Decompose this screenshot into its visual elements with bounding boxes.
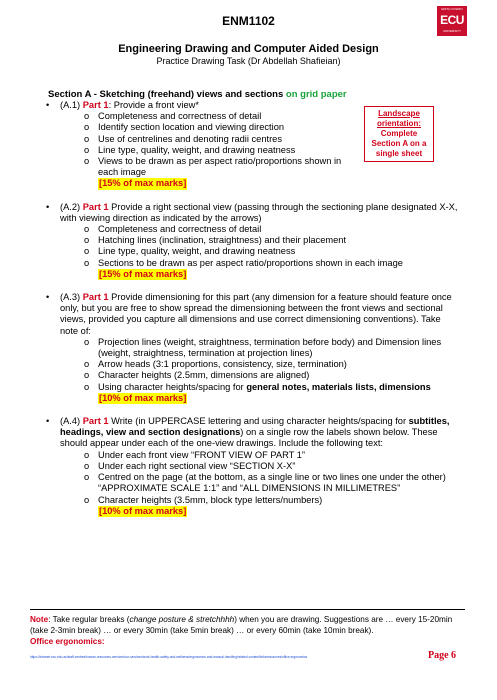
note-line-2: orientation: xyxy=(377,119,421,128)
circle-bullet-icon: o xyxy=(84,246,90,257)
ergonomics-link[interactable]: https://intranet.ecu.edu.au/staff-centres/human-resources-services/our-services/work-health-safety-and-wellness/ergonomics-and-manual-handling/related-content/links/resources/office-ergonomics xyxy=(30,655,308,659)
page-number: Page 6 xyxy=(428,650,457,661)
sub-item: o Completeness and correctness of detail xyxy=(84,224,262,235)
sub-item: o Identify section location and viewing direction xyxy=(84,122,285,133)
sub-item: o Hatching lines (inclination, straightness) and their placement xyxy=(84,235,347,246)
sub-item: o Character heights (2.5mm, dimensions are aligned) xyxy=(84,370,310,381)
sub-item: o Centred on the page (at the bottom, as a single line or two lines one under the other) “APPROXIMATE SCALE 1:1” and “ALL DIMENSIONS IN MILLIMETRES” xyxy=(84,472,446,494)
marks-badge: [15% of max marks] xyxy=(99,268,187,279)
circle-bullet-icon: o xyxy=(84,381,90,392)
sub-item: o Use of centrelines and denoting radii centres xyxy=(84,133,282,144)
logo-text: ECU xyxy=(440,13,464,27)
note-line-5: single sheet xyxy=(375,149,423,158)
logo-bottom-text: UNIVERSITY xyxy=(442,29,461,33)
circle-bullet-icon: o xyxy=(84,224,90,235)
document-title: Engineering Drawing and Computer Aided Design xyxy=(118,43,379,55)
sub-item: o Views to be drawn as per aspect ratio/proportions shown in each image xyxy=(84,156,342,178)
marks-badge: [10% of max marks] xyxy=(99,505,187,516)
sub-item: o Under each front view “FRONT VIEW OF PART 1” xyxy=(84,449,305,460)
circle-bullet-icon: o xyxy=(84,122,90,133)
circle-bullet-icon: o xyxy=(84,336,90,347)
task-item-a4 xyxy=(46,416,460,517)
circle-bullet-icon: o xyxy=(84,370,90,381)
circle-bullet-icon: o xyxy=(84,460,90,471)
circle-bullet-icon: o xyxy=(84,472,90,483)
circle-bullet-icon: o xyxy=(84,156,90,167)
task-item-a1 xyxy=(46,100,360,190)
bullet-icon: • xyxy=(46,416,50,427)
ergonomics-label: Office ergonomics: xyxy=(30,637,105,646)
circle-bullet-icon: o xyxy=(84,359,90,370)
note-label: Note xyxy=(30,615,49,624)
footer-note: Note: Take regular breaks (change posture & stretchhhh) when you are drawing. Suggestions are … every 15-20min (take 2-3min break) … or every 30min (take 5min break) … or every 60min (take 10min break). Office ergonomics: xyxy=(30,614,455,647)
section-heading-main: Section A - Sketching (freehand) views and sections xyxy=(48,89,286,100)
course-code: ENM1102 xyxy=(222,14,275,28)
circle-bullet-icon: o xyxy=(84,449,90,460)
document-subtitle: Practice Drawing Task (Dr Abdellah Shafieian) xyxy=(156,56,341,66)
circle-bullet-icon: o xyxy=(84,133,90,144)
footer-divider xyxy=(30,609,465,610)
note-line-3: Complete xyxy=(380,129,418,138)
task-item-a2 xyxy=(46,201,460,280)
marks-badge: [10% of max marks] xyxy=(99,392,187,403)
circle-bullet-icon: o xyxy=(84,111,90,122)
sub-item: o Arrow heads (3:1 proportions, consistency, size, termination) xyxy=(84,359,347,370)
sub-item: o Projection lines (weight, straightness, termination before body) and Dimension lines (weight, straightness, termination at projection lines) xyxy=(84,336,442,359)
sub-item: o Character heights (3.5mm, block type letters/numbers) xyxy=(84,494,323,505)
note-line-4: Section A on a xyxy=(371,139,427,148)
sub-item: o Using character heights/spacing for general notes, materials lists, dimensions xyxy=(84,381,431,392)
bullet-icon: • xyxy=(46,201,50,212)
sub-item: o Line type, quality, weight, and drawing neatness xyxy=(84,144,296,155)
sub-item: o Line type, quality, weight, and drawing neatness xyxy=(84,246,296,257)
logo-top-text: EDITH COWAN xyxy=(441,7,463,11)
sub-item: o Completeness and correctness of detail xyxy=(84,111,262,122)
task-list xyxy=(46,100,460,529)
circle-bullet-icon: o xyxy=(84,235,90,246)
bullet-icon: • xyxy=(46,100,50,110)
task-item-text: (A.2) Part 1 Provide a right sectional view (passing through the sectioning plane designated X-X, with viewing direction as indicated by the arrows) xyxy=(60,201,458,223)
note-line-1: Landscape xyxy=(378,109,420,118)
circle-bullet-icon: o xyxy=(84,144,90,155)
ecu-logo xyxy=(437,6,467,36)
task-item-a3 xyxy=(46,292,460,404)
section-heading-green: on grid paper xyxy=(285,89,347,100)
section-heading xyxy=(48,89,347,100)
sub-item: o Sections to be drawn as per aspect ratio/proportions shown in each image xyxy=(84,257,403,268)
sub-item: o Under each right sectional view “SECTION X-X” xyxy=(84,460,296,471)
task-item-text: (A.1) Part 1: Provide a front view* xyxy=(60,100,200,110)
circle-bullet-icon: o xyxy=(84,494,90,505)
bullet-icon: • xyxy=(46,292,50,303)
marks-badge: [15% of max marks] xyxy=(99,178,187,189)
circle-bullet-icon: o xyxy=(84,257,90,268)
task-item-text: (A.3) Part 1 Provide dimensioning for this part (any dimension for a feature should feature once only, but you are free to show spread the dimensioning between the front views and sectional views, provided you capture all dimensions and use correct dimensioning conventions). Take note of: xyxy=(60,292,452,336)
task-item-text: (A.4) Part 1 Write (in UPPERCASE lettering and using character heights/spacing for subtitles, headings, view and section designations) on a single row the labels shown below. These should appear under each of the one-view drawings. Include the following text: xyxy=(60,416,450,449)
